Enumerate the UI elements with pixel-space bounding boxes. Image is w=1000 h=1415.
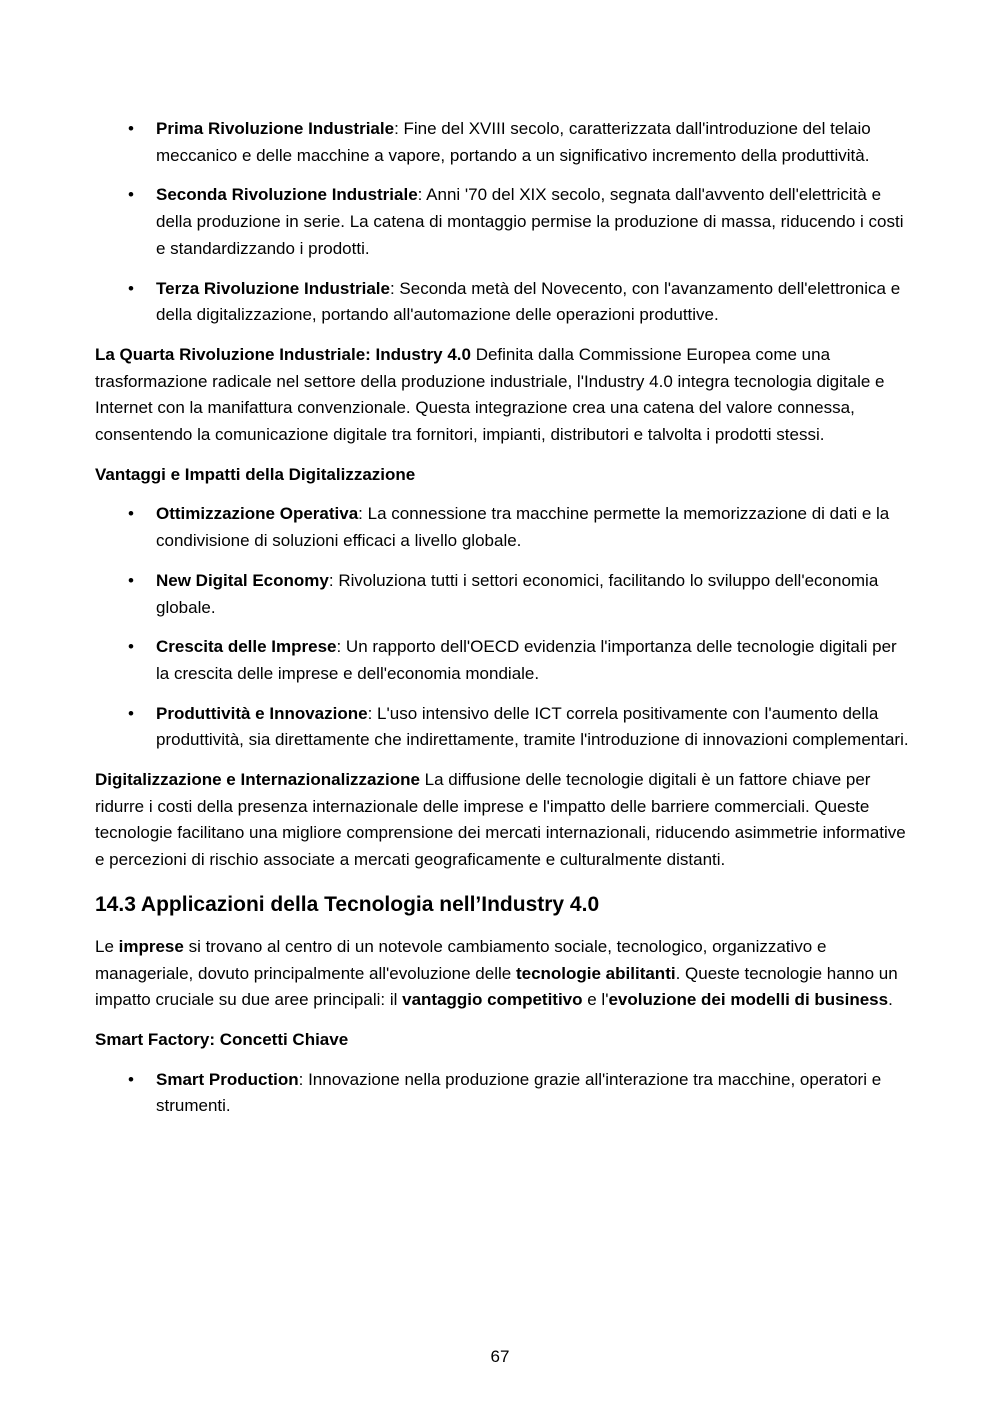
paragraph-text: e l' xyxy=(582,990,609,1010)
list-item xyxy=(95,276,910,329)
item-title: Ottimizzazione Operativa xyxy=(156,504,359,524)
list-item xyxy=(95,501,910,554)
paragraph-text: La diffusione delle tecnologie digitali è un fattore chiave per ridurre i costi della presenza internazionale delle imprese e l'impatto delle barriere commerciali. Queste tecnologie facilitano una migliore comprensione dei mercati internazionali, riducendo asimmetrie informative e percezioni di rischio associate a mercati geograficamente e culturalmente distanti. xyxy=(95,770,906,870)
revolutions-list xyxy=(95,116,910,329)
bold-term: evoluzione dei modelli di business xyxy=(608,990,889,1010)
industry-40-paragraph xyxy=(95,342,910,449)
item-text: : Rivoluziona tutti i settori economici, facilitando lo sviluppo dell'economia globale. xyxy=(156,570,879,617)
bullet-icon: • xyxy=(128,504,134,524)
bold-term: tecnologie abilitanti xyxy=(515,963,676,983)
section-heading: 14.3 Applicazioni della Tecnologia nell’Industry 4.0 xyxy=(95,892,600,916)
item-text: : Un rapporto dell'OECD evidenzia l'importanza delle tecnologie digitali per la crescita delle imprese e dell'economia mondiale. xyxy=(156,637,897,683)
bullet-icon: • xyxy=(128,570,134,590)
item-text: : Fine del XVIII secolo, caratterizzata dall'introduzione del telaio meccanico e delle macchine a vapore, portando a un significativo incremento della produttività. xyxy=(156,119,871,165)
subheading-vantaggi: Vantaggi e Impatti della Digitalizzazione xyxy=(95,464,416,484)
paragraph-text: Definita dalla Commissione Europea come una trasformazione radicale nel settore della produzione industriale, l'Industry 4.0 integra tecnologia digitale e Internet con la manifattura convenzionale. Questa integrazione crea una catena del valore connessa, consentendo la comunicazione digitale tra fornitori, impianti, distributori e talvolta i prodotti stessi. xyxy=(95,344,885,445)
bold-term: vantaggio competitivo xyxy=(402,990,583,1010)
internationalization-paragraph xyxy=(95,767,910,874)
item-text: : L'uso intensivo delle ICT correla positivamente con l'aumento della produttività, sia direttamente che indirettamente, tramite l'introduzione di innovazioni complementari. xyxy=(156,703,909,750)
bullet-icon: • xyxy=(128,637,134,657)
bullet-icon: • xyxy=(128,278,134,298)
list-item xyxy=(95,1067,910,1120)
item-text: : Innovazione nella produzione grazie all'interazione tra macchine, operatori e strumenti. xyxy=(156,1069,882,1116)
smart-factory-list xyxy=(95,1067,910,1120)
list-item xyxy=(95,116,910,169)
bold-term: imprese xyxy=(118,936,184,956)
bullet-icon: • xyxy=(128,119,134,138)
paragraph-text: . xyxy=(888,990,893,1010)
item-title: Terza Rivoluzione Industriale xyxy=(156,278,390,298)
bullet-icon: • xyxy=(128,185,134,205)
item-text: : La connessione tra macchine permette la memorizzazione di dati e la condivisione di soluzioni efficaci a livello globale. xyxy=(156,504,890,551)
item-title: Smart Production xyxy=(156,1069,299,1089)
paragraph-text: si trovano al centro di un notevole cambiamento sociale, tecnologico, organizzativo e manageriale, dovuto principalmente all'evoluzione delle xyxy=(95,936,827,983)
paragraph-title: La Quarta Rivoluzione Industriale: Industry 4.0 xyxy=(95,344,471,364)
bullet-icon: • xyxy=(128,703,134,723)
paragraph-title: Digitalizzazione e Internazionalizzazione xyxy=(95,770,420,790)
subheading-smart-factory: Smart Factory: Concetti Chiave xyxy=(95,1029,349,1049)
imprese-paragraph xyxy=(95,934,910,1014)
item-title: Crescita delle Imprese xyxy=(156,637,337,657)
item-text: : Anni '70 del XIX secolo, segnata dall'avvento dell'elettricità e della produzione in serie. La catena di montaggio permise la produzione di massa, riducendo i costi e standardizzando i prodotti. xyxy=(156,185,904,258)
benefits-list xyxy=(95,501,910,754)
paragraph-text: Le xyxy=(95,936,119,956)
bullet-icon: • xyxy=(128,1069,134,1089)
paragraph-text: . Queste tecnologie hanno un impatto cruciale su due aree principali: il xyxy=(95,963,898,1010)
item-text: : Seconda metà del Novecento, con l'avanzamento dell'elettronica e della digitalizzazione, portando all'automazione delle operazioni produttive. xyxy=(156,278,901,325)
list-item xyxy=(95,701,910,754)
list-item xyxy=(95,182,910,262)
page-content xyxy=(95,116,910,1120)
item-title: Seconda Rivoluzione Industriale xyxy=(156,185,418,205)
item-title: Prima Rivoluzione Industriale xyxy=(156,119,395,138)
list-item xyxy=(95,634,910,687)
item-title: Produttività e Innovazione xyxy=(156,703,368,723)
item-title: New Digital Economy xyxy=(156,570,329,590)
list-item xyxy=(95,568,910,621)
page-number: 67 xyxy=(490,1347,510,1366)
